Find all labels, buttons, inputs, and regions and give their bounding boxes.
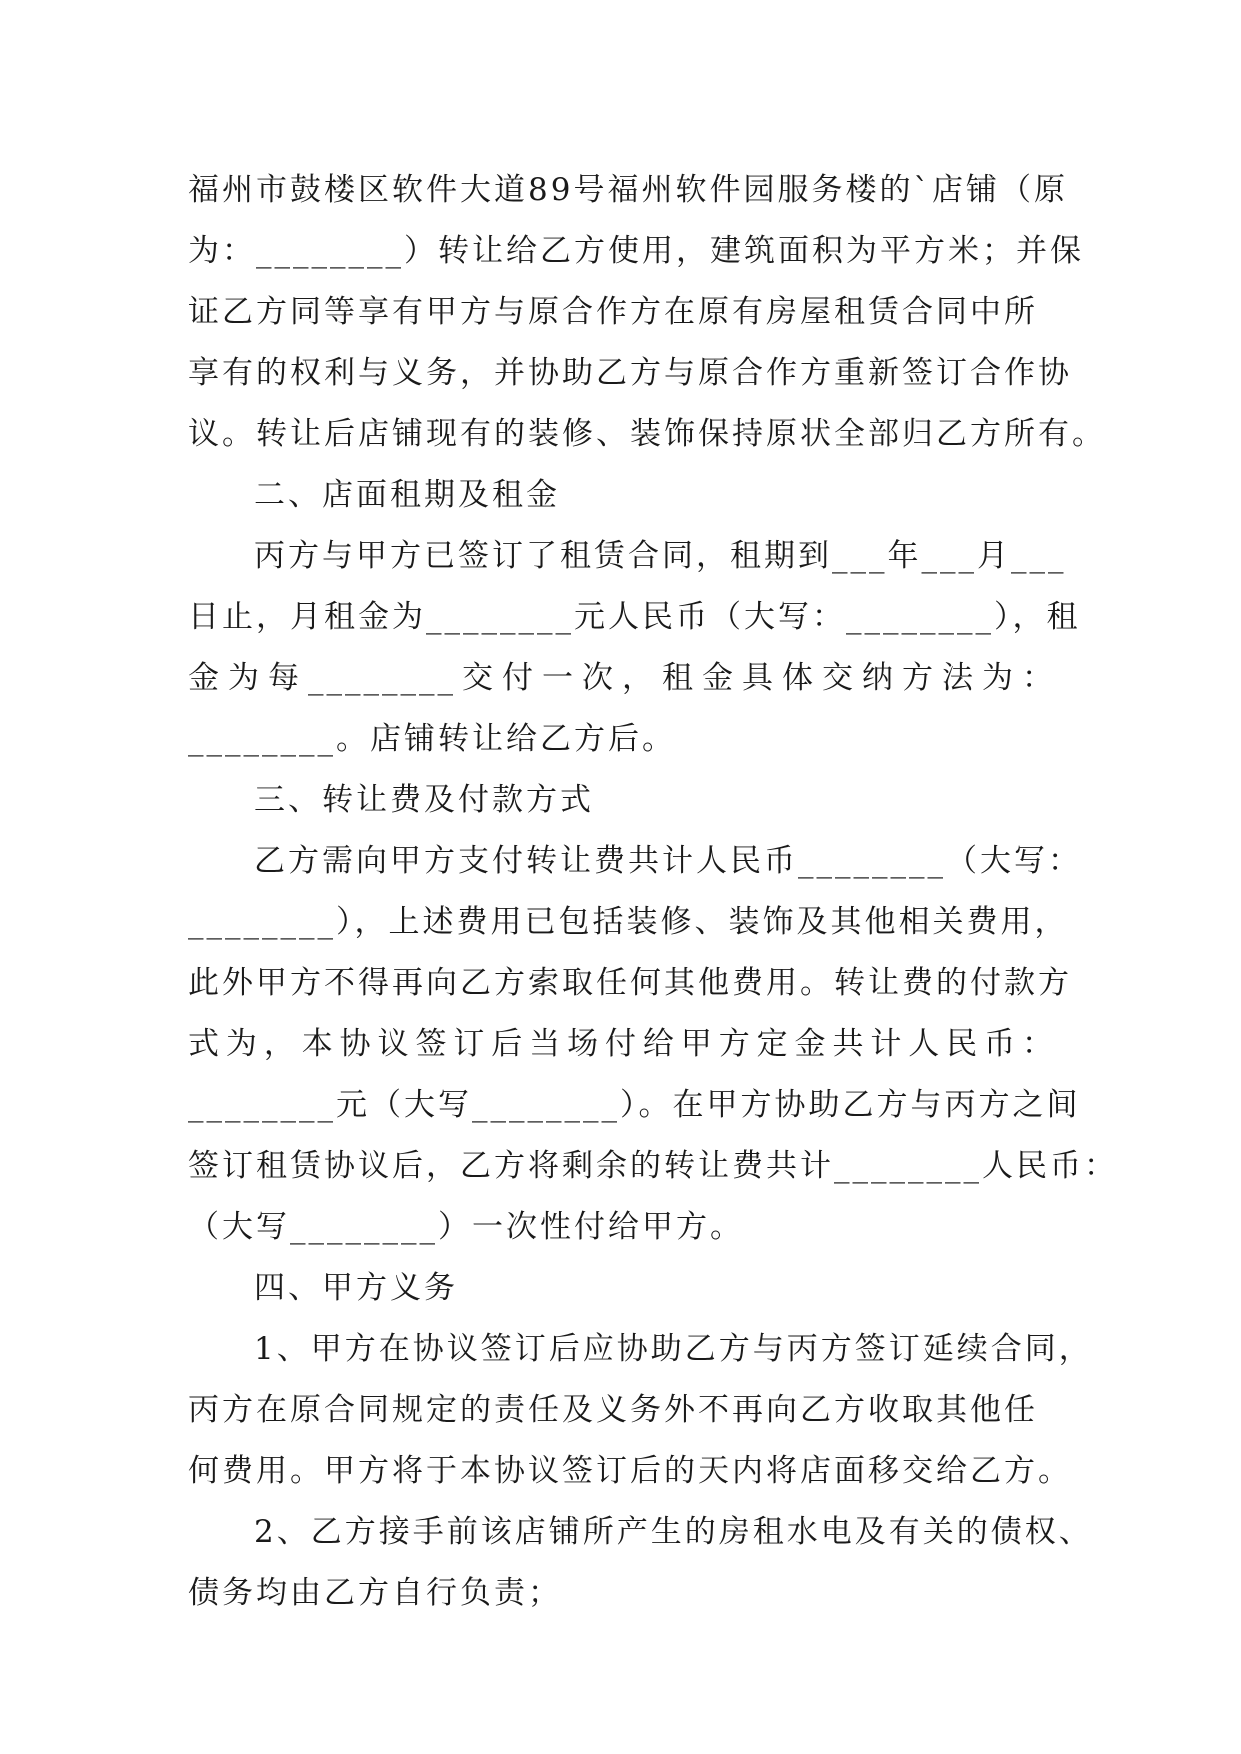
text-line: 金为每________交付一次，租金具体交纳方法为：	[188, 660, 1056, 696]
section-heading-4: 四、甲方义务	[254, 1270, 458, 1306]
text-line: 签订租赁协议后，乙方将剩余的转让费共计________人民币：	[188, 1148, 1118, 1184]
text-line: 乙方需向甲方支付转让费共计人民币________（大写：	[254, 843, 1082, 879]
section-heading-3: 三、转让费及付款方式	[254, 782, 594, 818]
text-line: 2、乙方接手前该店铺所产生的房租水电及有关的债权、	[254, 1514, 1093, 1550]
text-line: 债务均由乙方自行负责；	[188, 1575, 562, 1611]
text-line: 1、甲方在协议签订后应协助乙方与丙方签订延续合同，	[254, 1331, 1093, 1367]
text-line: 福州市鼓楼区软件大道89号福州软件园服务楼的`店铺（原	[188, 172, 1068, 208]
section-heading-2: 二、店面租期及租金	[254, 477, 560, 513]
document-body	[188, 160, 1118, 1624]
text-line: 何费用。甲方将于本协议签订后的天内将店面移交给乙方。	[188, 1453, 1072, 1489]
text-line: 日止，月租金为________元人民币（大写：________），租	[188, 599, 1081, 635]
text-line: 丙方在原合同规定的责任及义务外不再向乙方收取其他任	[188, 1392, 1038, 1428]
text-line: 此外甲方不得再向乙方索取任何其他费用。转让费的付款方	[188, 965, 1072, 1001]
text-line: 丙方与甲方已签订了租赁合同，租期到___年___月___	[254, 538, 1067, 574]
text-line: ________元（大写________）。在甲方协助乙方与丙方之间	[188, 1087, 1081, 1123]
text-line: ________。店铺转让给乙方后。	[188, 721, 676, 757]
text-line: 议。转让后店铺现有的装修、装饰保持原状全部归乙方所有。	[188, 416, 1106, 452]
text-line: ________），上述费用已包括装修、装饰及其他相关费用，	[188, 904, 1069, 940]
text-line: 证乙方同等享有甲方与原合作方在原有房屋租赁合同中所	[188, 294, 1038, 330]
text-line: （大写________）一次性付给甲方。	[188, 1209, 744, 1245]
text-line: 享有的权利与义务，并协助乙方与原合作方重新签订合作协	[188, 355, 1072, 391]
text-line: 式为，本协议签订后当场付给甲方定金共计人民币：	[188, 1026, 1056, 1062]
text-line: 为：________）转让给乙方使用，建筑面积为平方米；并保	[188, 233, 1084, 269]
